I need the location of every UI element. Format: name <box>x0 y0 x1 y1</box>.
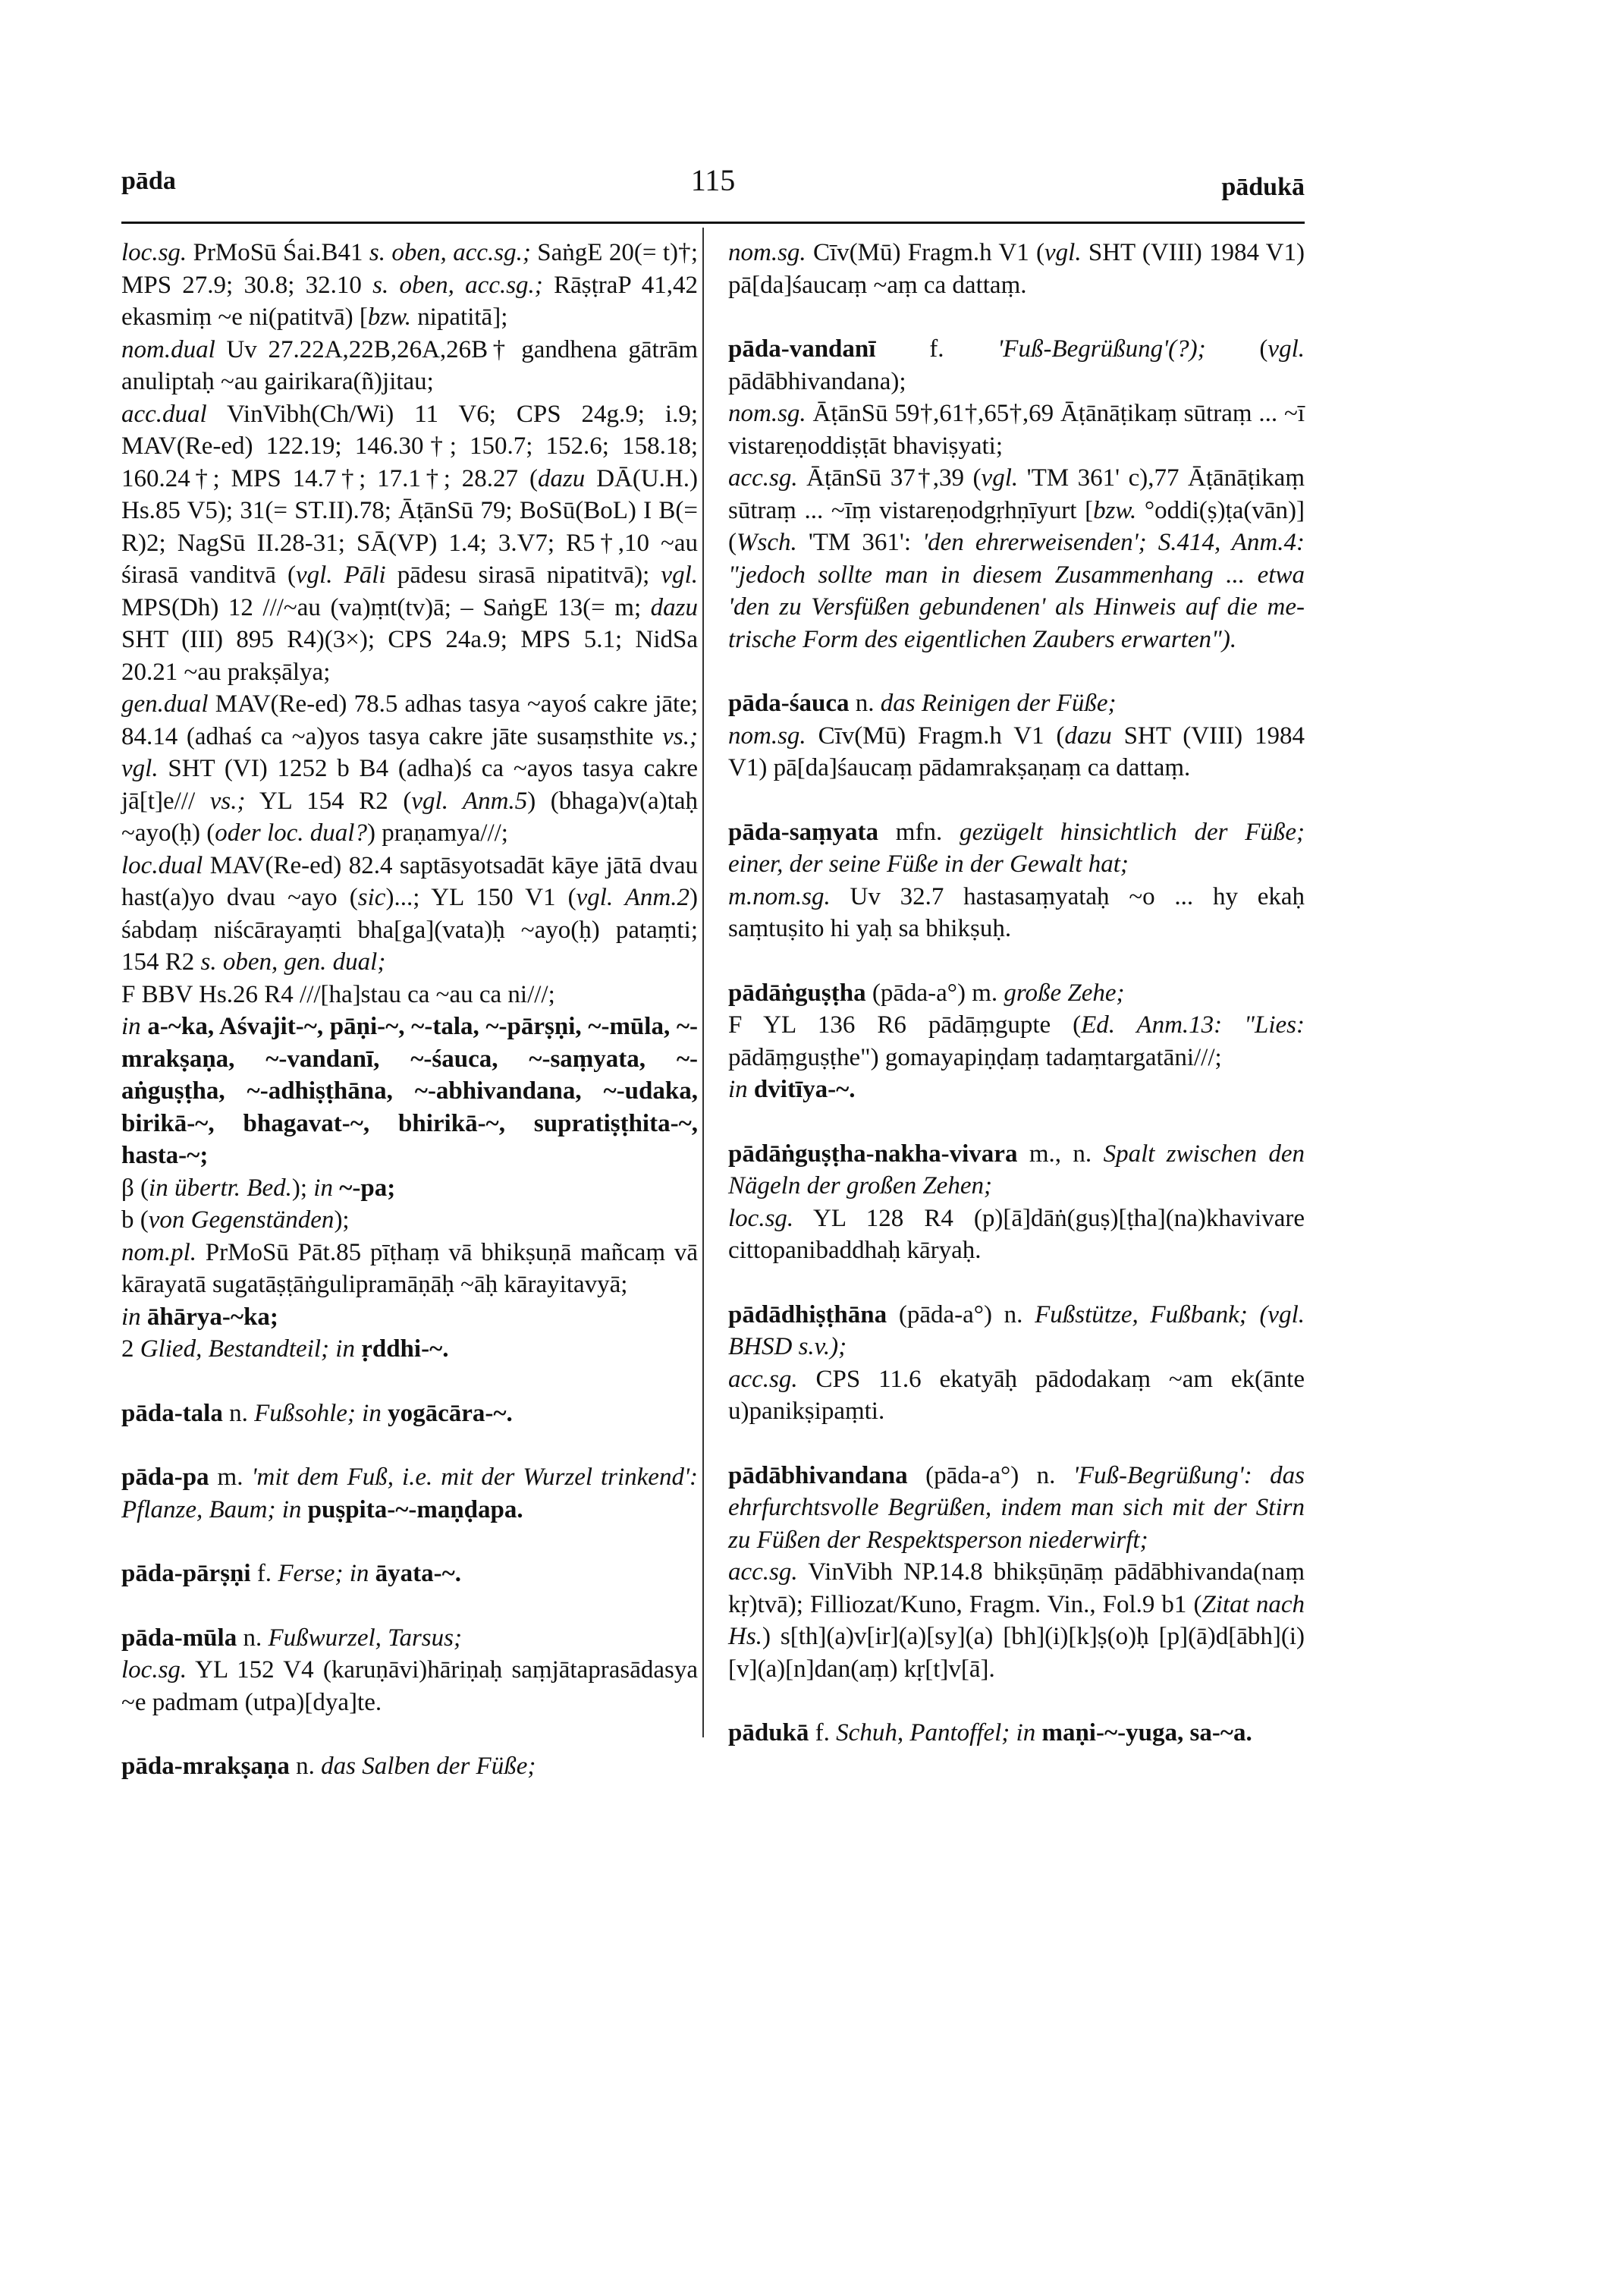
italic-text: bzw. <box>367 303 411 331</box>
entry-paragraph <box>728 398 1305 462</box>
entry-text: (pāda-a°) n. <box>907 1461 1073 1489</box>
italic-text: nom.pl. <box>121 1238 196 1266</box>
italic-text: Ed. Anm.13: "Lies: <box>1081 1011 1305 1039</box>
italic-text: vs.; vgl. <box>121 722 698 782</box>
entry-text: Uv 32.7 hastasaṃyataḥ ~o ... hy ekaḥ saṃtuṣito hi yaḥ sa bhikṣuḥ. <box>728 882 1305 942</box>
italic-text: s. oben, acc.sg.; <box>369 239 531 266</box>
entry-paragraph <box>728 816 1305 881</box>
italic-text: in übertr. Bed. <box>149 1174 292 1202</box>
entry-text: DĀ(U.H.) Hs.85 V5); 31(= ST.II).78; ĀṭānSū 79; BoSū(BoL) I B(= R)2; NagSū II.28-31; SĀ(VP) 1.4; 3.V7; R5†,10 ~au śirasā vanditvā ( <box>121 464 699 589</box>
entry-text: )...; YL 150 V1 ( <box>385 884 576 911</box>
entry-paragraph <box>728 1460 1305 1557</box>
italic-text: gezügelt hinsichtlich der Füße; einer, der seine Füße in der Gewalt hat; <box>728 818 1305 878</box>
headword-text: ṛddhi-~. <box>354 1335 449 1363</box>
entry-text: MAV(Re-ed) 78.5 adhas tasya ~ayoś cakre jāte; 84.14 (adhaś ca ~a)yos tasya cakre jāte susaṃsthite <box>121 690 698 750</box>
entry-text: 'TM 361' c),77 Āṭānāṭikaṃ sūtraṃ ... ~īṃ vistareṇodgṛhṇīyurt [ <box>728 464 1305 524</box>
entry-text: n. <box>849 690 881 717</box>
entry-text: RāṣṭraP 41,42 ekasmiṃ ~e ni(patitvā) [ <box>121 271 699 331</box>
entry-paragraph <box>728 1717 1305 1750</box>
italic-text: 'Fuß-Begrüßung': das ehrfurchtsvolle Begrüßen, indem man sich mit der Stirn zu Füßen der Respektsperson niederwirft; <box>728 1461 1305 1554</box>
italic-text: vgl. Anm.2 <box>576 884 689 911</box>
entry-paragraph <box>121 1750 698 1783</box>
entry-paragraph <box>728 720 1305 784</box>
entry-paragraph <box>121 1172 698 1205</box>
entry-paragraph <box>121 1558 698 1590</box>
entry-text: 'TM 361': <box>796 529 923 556</box>
headword-text: pādāṅguṣṭha <box>728 979 866 1007</box>
entry-paragraph <box>728 977 1305 1010</box>
italic-text: Fußwurzel, Tarsus; <box>268 1624 462 1652</box>
entry-paragraph <box>728 1138 1305 1203</box>
entry-text: VinVibh NP.14.8 bhikṣūṇāṃ pādābhivanda(naṃ kṛ)tvā); Filliozat/Kuno, Fragm. Vin., Fol.9 b1 ( <box>728 1558 1305 1618</box>
italic-text: acc.dual <box>121 400 207 428</box>
entry-text: F YL 136 R6 pādāṃgupte ( <box>728 1011 1082 1039</box>
entry-text: ĀṭānSū 59†,61†,65†,69 Āṭānāṭikaṃ sūtraṃ ... ~ī vistareṇoddiṣṭāt bhaviṣyati; <box>728 400 1305 460</box>
entry-paragraph <box>121 1237 698 1301</box>
italic-text: Ferse; in <box>278 1560 369 1587</box>
italic-text: loc.dual <box>121 851 203 879</box>
italic-text: acc.sg. <box>728 1558 798 1586</box>
entry-text: ) (bhaga)v(a)taḥ ~ayo(ḥ) ( <box>121 787 699 847</box>
entry-text: MPS(Dh) 12 ///~au (va)ṃt(tv)ā; – SaṅgE 13(= m; <box>121 593 651 621</box>
italic-text: dazu <box>650 593 698 621</box>
italic-text: vgl. <box>981 464 1019 492</box>
entry-text: b ( <box>121 1206 149 1234</box>
entry-text: SHT (VI) 1252 b B4 (adha)ś ca ~ayos tasya cakre jā[t]e/// <box>121 755 698 815</box>
entry-text: n. <box>222 1399 255 1427</box>
entry-paragraph <box>121 398 698 689</box>
entry-text: 2 <box>121 1335 140 1363</box>
entry-paragraph <box>121 1204 698 1237</box>
headword-text: dvitīya-~. <box>747 1076 856 1103</box>
italic-text: acc.sg. <box>728 464 798 492</box>
headword-text: maṇi-~-yuga, sa-~a. <box>1035 1719 1252 1747</box>
italic-text: bzw. <box>1093 496 1137 524</box>
entry-text: PrMoSū Śai.B41 <box>187 239 369 266</box>
italic-text: oder loc. dual? <box>215 819 367 847</box>
italic-text: Spalt zwischen den Nägeln der großen Zehen; <box>728 1140 1305 1199</box>
entry-text: YL 152 V4 (karuṇāvi)hāriṇaḥ saṃjātaprasādasya ~e padmam (utpa)[dya]te. <box>121 1656 698 1716</box>
entry-paragraph <box>121 1011 698 1172</box>
headword-text: pāda-śauca <box>728 690 850 717</box>
italic-text: nom.sg. <box>728 239 806 266</box>
entry-paragraph <box>728 1009 1305 1074</box>
entry-text: n. <box>237 1624 269 1652</box>
headword-text: pāda-pa <box>121 1464 209 1491</box>
italic-text: vgl. <box>661 561 698 589</box>
entry-text: m., n. <box>1017 1140 1104 1168</box>
entry-paragraph <box>121 979 698 1011</box>
entry-text: ( <box>1205 335 1268 363</box>
italic-text: Wsch. <box>737 529 797 556</box>
entry-paragraph <box>121 850 698 979</box>
entry-text: ) śabdaṃ niścārayaṃti bha[ga](vata)ḥ ~ayo(ḥ) pataṃti; 154 R2 <box>121 884 698 976</box>
entry-text: SHT (VIII) 1984 V1) pā[da]śaucaṃ ~aṃ ca dattaṃ. <box>728 239 1305 299</box>
entry-text: SHT (VIII) 1984 V1) pā[da]śaucaṃ pādamrakṣaṇaṃ ca dattaṃ. <box>728 722 1305 781</box>
entry-paragraph <box>121 1461 698 1526</box>
header-right-keyword: pādukā <box>1221 173 1305 201</box>
entry-text: PrMoSū Pāt.85 pīṭhaṃ vā bhikṣuṇā mañcaṃ vā kārayatā sugatāṣṭāṅgulipramāṇāḥ ~āḥ kārayitavyā; <box>121 1238 698 1298</box>
italic-text: Schuh, Pantoffel; in <box>836 1719 1036 1747</box>
header-rule <box>121 222 1305 224</box>
italic-text: in <box>313 1174 333 1202</box>
italic-text: Glied, Bestandteil; in <box>140 1335 355 1363</box>
italic-text: das Salben der Füße; <box>321 1753 536 1780</box>
italic-text: vgl. <box>1044 239 1082 266</box>
entry-text: SaṅgE 20(= t)†; MPS 27.9; 30.8; 32.10 <box>121 239 698 299</box>
italic-text: das Reinigen der Füße; <box>880 690 1117 717</box>
entry-text: f. <box>250 1560 278 1587</box>
entry-paragraph <box>728 1074 1305 1106</box>
entry-text: ); <box>334 1206 350 1234</box>
entry-text: pādābhivandana); <box>728 367 906 395</box>
entry-text: n. <box>289 1753 322 1780</box>
italic-text: in <box>728 1076 748 1103</box>
italic-text: vs.; <box>209 787 246 815</box>
italic-text: Fußsohle; in <box>254 1399 382 1427</box>
entry-text: YL 154 R2 ( <box>245 787 412 815</box>
italic-text: 'den ehrerweisenden'; S.414, Anm.4: "jedoch sollte man in diesem Zusammenhang ... etwa 'den zu Versfüßen gebundenen' als Hinweis auf die metrische Form des eigentlichen Zaubers erwarten"). <box>728 529 1305 653</box>
entry-text: F BBV Hs.26 R4 ///[ha]stau ca ~au ca ni///; <box>121 980 555 1008</box>
headword-text: pādābhivandana <box>728 1461 908 1489</box>
entry-text: (pāda-a°) n. <box>887 1300 1035 1328</box>
entry-text: f. <box>809 1719 837 1747</box>
italic-text: Fußstütze, Fußbank; (vgl. BHSD s.v.); <box>728 1300 1305 1360</box>
header-left-keyword: pāda <box>121 167 176 195</box>
entry-paragraph <box>728 333 1305 398</box>
column-divider <box>702 228 704 1737</box>
entry-text: ĀṭānSū 37†,39 ( <box>797 464 982 492</box>
entry-text: CPS 11.6 ekatyāḥ pādodakaṃ ~am ek(ānte u)panikṣipaṃti. <box>728 1365 1305 1425</box>
headword-text: pāda-saṃyata <box>728 818 879 846</box>
italic-text: vgl. Pāli <box>295 561 386 589</box>
italic-text: 'Fuß-Begrüßung'(?); <box>997 335 1206 363</box>
entry-text: mfn. <box>878 818 960 846</box>
entry-text: β ( <box>121 1174 149 1202</box>
italic-text: dazu <box>537 464 586 492</box>
entry-paragraph <box>121 1654 698 1718</box>
entry-paragraph <box>728 881 1305 945</box>
headword-text: pādādhiṣṭhāna <box>728 1300 887 1328</box>
entry-text: MAV(Re-ed) 82.4 saptāsyotsadāt kāye jātā dvau hast(a)yo dvau ~ayo ( <box>121 851 698 911</box>
headword-text: ~-pa; <box>332 1174 396 1202</box>
entry-text: VinVibh(Ch/Wi) 11 V6; CPS 24g.9; i.9; MAV(Re-ed) 122.19; 146.30†; 150.7; 152.6; 158.18; 160.24†; MPS 14.7†; 17.1†; 28.27 ( <box>121 400 698 492</box>
headword-text: pāda-mūla <box>121 1624 237 1652</box>
entry-paragraph <box>121 1398 698 1430</box>
entry-text: °oddi(ṣ)ṭa(vān)] ( <box>728 496 1305 556</box>
entry-paragraph <box>728 462 1305 656</box>
entry-paragraph <box>728 237 1305 301</box>
entry-paragraph <box>728 687 1305 720</box>
entry-paragraph <box>121 1301 698 1334</box>
entry-text: m. <box>209 1464 252 1491</box>
headword-text: āhārya-~ka; <box>140 1303 278 1331</box>
entry-paragraph <box>121 237 698 334</box>
italic-text: acc.sg. <box>728 1365 798 1393</box>
headword-text: yogācāra-~. <box>381 1399 513 1427</box>
page-number: 115 <box>690 163 736 197</box>
italic-text: Zitat nach Hs. <box>728 1590 1305 1650</box>
italic-text: in <box>121 1013 141 1040</box>
italic-text: 'mit dem Fuß, i.e. mit der Wurzel trinkend': Pflanze, Baum; in <box>121 1464 699 1523</box>
headword-text: āyata-~. <box>369 1560 461 1587</box>
italic-text: nom.sg. <box>728 722 806 750</box>
italic-text: große Zehe; <box>1004 979 1125 1007</box>
entry-paragraph <box>121 1622 698 1655</box>
right-column <box>728 237 1305 1750</box>
headword-text: puṣpita-~-maṇḍapa. <box>301 1495 523 1523</box>
entry-paragraph <box>728 1203 1305 1267</box>
italic-text: loc.sg. <box>121 1656 187 1684</box>
headword-text: pāda-vandanī <box>728 335 876 363</box>
italic-text: nom.dual <box>121 335 215 363</box>
italic-text: vgl. Anm.5 <box>411 787 528 815</box>
entry-text: SHT (III) 895 R4)(3×); CPS 24a.9; MPS 5.1; NidSa 20.21 ~au prakṣālya; <box>121 626 698 686</box>
entry-text: pādesu sirasā nipatitvā); <box>385 561 661 589</box>
page-header <box>121 163 1305 212</box>
entry-text: ) praṇamya///; <box>366 819 508 847</box>
headword-text: pāda-mrakṣaṇa <box>121 1753 290 1780</box>
left-column <box>121 237 698 1783</box>
entry-paragraph <box>728 1556 1305 1685</box>
entry-text: f. <box>875 335 998 363</box>
headword-text: a-~ka, Aśvajit-~, pāṇi-~, ~-tala, ~-pārṣṇi, ~-mūla, ~-mrakṣaṇa, ~-vandanī, ~-śauca, ~-saṃyata, ~-aṅguṣṭha, ~-adhiṣṭhāna, ~-abhivandana, ~-udaka, birikā-~, bhagavat-~, bhirikā-~, supratiṣṭhita-~, hasta-~; <box>121 1013 698 1169</box>
italic-text: loc.sg. <box>121 239 187 266</box>
entry-paragraph <box>121 1333 698 1366</box>
entry-text: Cīv(Mū) Fragm.h V1 ( <box>806 722 1065 750</box>
entry-text: pādāṃguṣṭhe") gomayapiṇḍaṃ tadaṃtargatāni///; <box>728 1043 1222 1071</box>
entry-text: Uv 27.22A,22B,26A,26B† gandhena gātrām anuliptaḥ ~au gairikara(ñ)jitau; <box>121 335 698 395</box>
italic-text: sic <box>357 884 386 911</box>
entry-text: nipatitā]; <box>410 303 508 331</box>
entry-text: ); <box>291 1174 314 1202</box>
italic-text: in <box>121 1303 141 1331</box>
italic-text: s. oben, acc.sg.; <box>372 271 543 299</box>
headword-text: pāda-tala <box>121 1399 223 1427</box>
italic-text: loc.sg. <box>728 1204 794 1232</box>
entry-text: YL 128 R4 (p)[ā]dāṅ(guṣ)[ṭha](na)khavivare cittopanibaddhaḥ kāryaḥ. <box>728 1204 1305 1264</box>
italic-text: von Gegenständen <box>148 1206 335 1234</box>
headword-text: pāda-pārṣṇi <box>121 1560 251 1587</box>
entry-paragraph <box>121 688 698 850</box>
entry-paragraph <box>728 1299 1305 1363</box>
entry-paragraph <box>728 1363 1305 1428</box>
headword-text: pādāṅguṣṭha-nakha-vivara <box>728 1140 1018 1168</box>
entry-paragraph <box>121 334 698 398</box>
italic-text: vgl. <box>1267 335 1305 363</box>
entry-text: ) s[th](a)v[ir](a)[sy](a) [bh](i)[k]ṣ(o)ḥ [p](ā)d[ābh](i)[v](a)[n]dan(aṃ) kṛ[t]v[ā]. <box>728 1623 1305 1683</box>
italic-text: gen.dual <box>121 690 209 718</box>
italic-text: s. oben, gen. dual; <box>200 948 386 976</box>
headword-text: pādukā <box>728 1719 809 1747</box>
entry-text: Cīv(Mū) Fragm.h V1 ( <box>806 239 1044 266</box>
italic-text: m.nom.sg. <box>728 882 831 910</box>
italic-text: dazu <box>1064 722 1112 750</box>
italic-text: nom.sg. <box>728 400 806 427</box>
entry-text: (pāda-a°) m. <box>865 979 1004 1007</box>
